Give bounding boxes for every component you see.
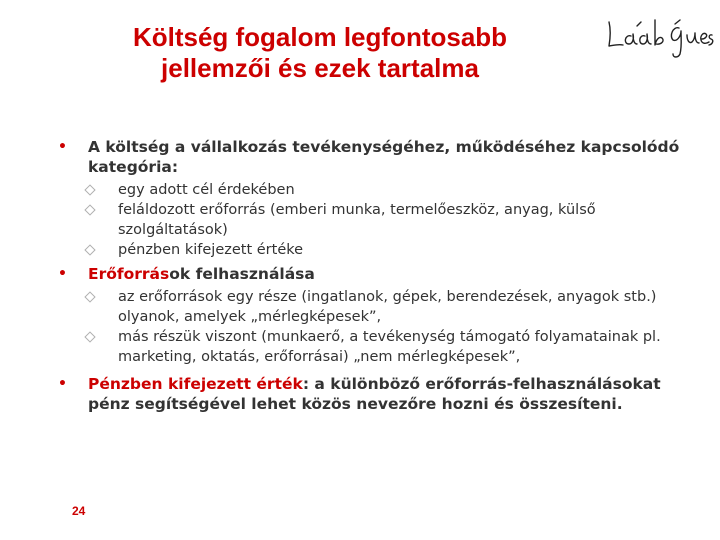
bullet-dot-icon: • — [58, 139, 67, 155]
bullet-text: A költség a vállalkozás tevékenységéhez, működéséhez kapcsolódó kategória: — [88, 138, 680, 176]
bullet-item-monetary-value — [56, 374, 696, 414]
sub-bullet-item: feláldozott erőforrás (emberi munka, termelőeszköz, anyag, külső szolgáltatások) — [56, 200, 696, 240]
bullet-text: : a különböző erőforrás-felhasználásokat pénz segítségével lehet közös nevezőre hozni és összesíteni. — [88, 375, 661, 413]
diamond-icon — [84, 244, 95, 255]
sub-bullet-item: pénzben kifejezett értéke — [56, 240, 696, 260]
bullet-dot-icon: • — [58, 266, 67, 282]
sub-bullet-list — [56, 180, 696, 260]
slide-title — [90, 22, 550, 84]
bullet-list — [56, 137, 696, 414]
handwritten-signature — [603, 14, 715, 60]
sub-bullet-list — [56, 287, 696, 367]
page-number: 24 — [72, 504, 86, 518]
diamond-icon — [84, 184, 95, 195]
bullet-item-resource-use — [56, 264, 696, 284]
diamond-icon — [84, 331, 95, 342]
sub-bullet-item: az erőforrások egy része (ingatlanok, gépek, berendezések, anyagok stb.) olyanok, amelyek „mérlegképesek”, — [56, 287, 696, 327]
diamond-icon — [84, 291, 95, 302]
highlighted-term: Pénzben kifejezett érték — [88, 375, 303, 393]
diamond-icon — [84, 204, 95, 215]
highlighted-term: Erőforrás — [88, 265, 170, 283]
sub-bullet-item: egy adott cél érdekében — [56, 180, 696, 200]
slide-title-line-2: jellemzői és ezek tartalma — [161, 53, 479, 83]
bullet-text: ok felhasználása — [169, 265, 315, 283]
sub-bullet-item: más részük viszont (munkaerő, a tevékenység támogató folyamatainak pl. marketing, oktatás, erőforrásai) „nem mérlegképesek”, — [56, 327, 696, 367]
bullet-item-cost-definition — [56, 137, 696, 177]
slide-title-line-1: Költség fogalom legfontosabb — [132, 22, 508, 52]
bullet-dot-icon: • — [58, 376, 67, 392]
